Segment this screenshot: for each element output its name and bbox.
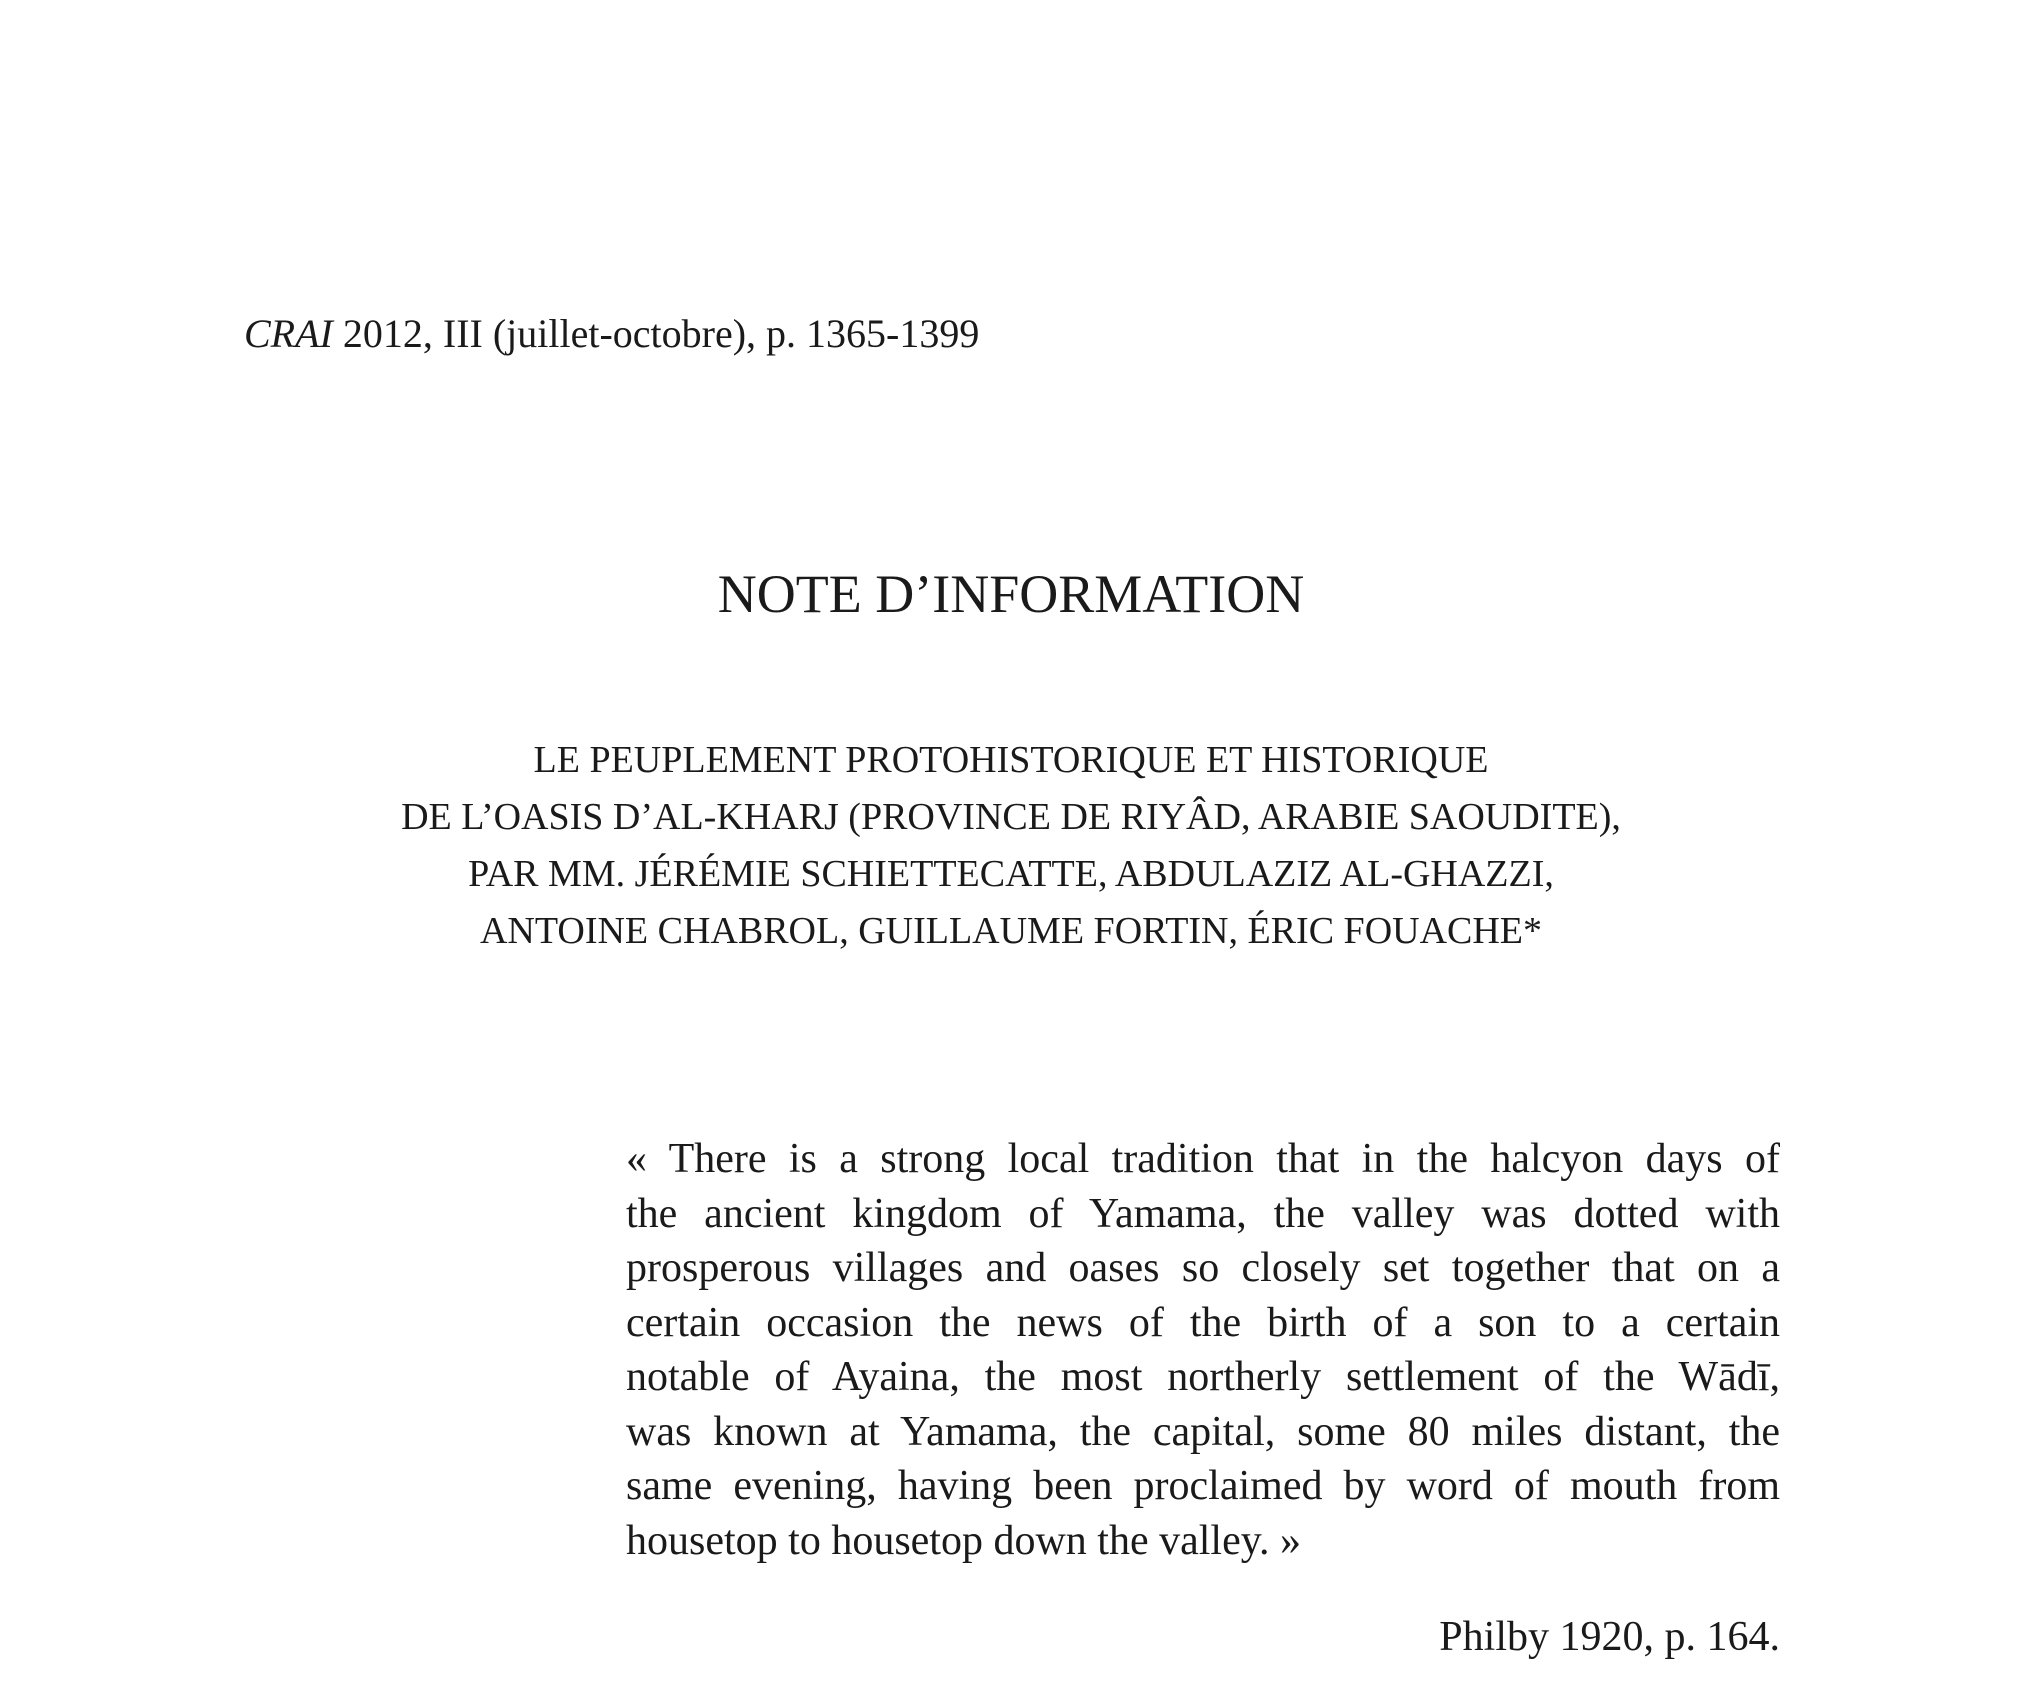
epigraph-line: « There is a strong local tradition that in the halcyon days of [626,1136,1780,1182]
epigraph-line: was known at Yamama, the capital, some 80 miles distant, the [626,1408,1780,1455]
journal-citation [244,308,979,360]
epigraph-line: certain occasion the news of the birth of a son to a certain [626,1299,1780,1346]
article-title [0,732,2022,960]
citation-details: 2012, III (juillet-octobre), p. 1365-1399 [332,311,980,356]
title-line: DE L’OASIS D’AL-KHARJ (PROVINCE DE RIYÂD, ARABIE SAOUDITE), [401,796,1621,838]
epigraph-line: same evening, having been proclaimed by word of mouth from [626,1463,1780,1509]
epigraph-quote [626,1132,1780,1568]
title-line: ANTOINE CHABROL, GUILLAUME FORTIN, ÉRIC FOUACHE* [479,910,1543,952]
journal-name: CRAI [244,311,333,356]
epigraph-line: housetop to housetop down the valley. » [626,1517,1302,1564]
title-line: LE PEUPLEMENT PROTOHISTORIQUE ET HISTORIQUE [533,739,1489,781]
epigraph-line: notable of Ayaina, the most northerly settlement of the Wādī, [626,1354,1780,1400]
epigraph-line: prosperous villages and oases so closely set together that on a [626,1245,1780,1291]
section-heading: NOTE D’INFORMATION [717,564,1305,624]
title-line: PAR MM. JÉRÉMIE SCHIETTECATTE, ABDULAZIZ AL-GHAZZI, [468,853,1554,895]
epigraph-line: the ancient kingdom of Yamama, the valley was dotted with [626,1190,1780,1237]
epigraph-source: Philby 1920, p. 164. [1439,1614,1780,1660]
